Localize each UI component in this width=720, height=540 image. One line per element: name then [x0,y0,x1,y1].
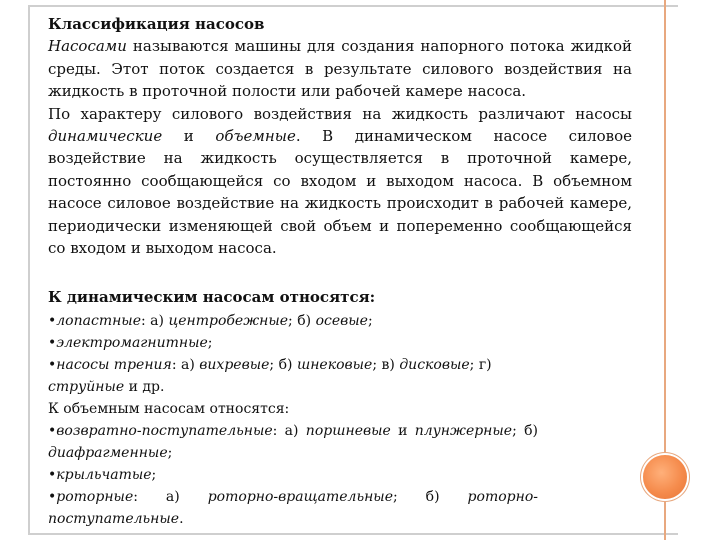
dynamic-heading: К динамическим насосам относятся: [48,288,376,306]
term-dynamic: динамические [48,127,163,146]
term-volumetric: объемные [215,127,296,146]
list-item-rotary: •роторные: а) роторно-вращательные; б) роторно-поступательные. [48,489,538,527]
list-item-bladed: •лопастные: а) центробежные; б) осевые; [48,313,373,329]
classification-paragraph: По характеру силового воздействия на жидкость различают насосы динамические и объемные. В динамическом насосе силовое воздействие на жидкость осуществляется в проточной камере, постоянно сообщающейся со входом и выходом насоса. В объемном насосе силовое воздействие на жидкость происходит в рабочей камере, периодически изменяющей свой объем и попеременно сообщающейся со входом и выходом насоса. [48,104,632,258]
bullet-icon: • [48,335,57,351]
list-item-reciprocating: •возвратно-поступательные: а) поршневые и плунжерные; б) диафрагменные; [48,423,539,461]
accent-circle [643,455,687,499]
bullet-icon: • [48,467,57,483]
intro-block [48,13,632,259]
list-item-vane: •крыльчатые; [48,467,157,483]
lists-block [48,285,538,530]
bullet-icon: • [48,423,57,439]
bullet-icon: • [48,357,57,373]
list-item-friction: •насосы трения: а) вихревые; б) шнековые; в) дисковые; г) струйные и др. [48,357,492,395]
definition-paragraph: Насосами называются машины для создания напорного потока жидкой среды. Этот поток создается в результате силового воздействия на жидкость в проточной полости или рабочей камере насоса. [48,37,632,101]
term-pumps: Насосами [48,37,127,56]
bullet-icon: • [48,489,57,505]
slide-title: Классификация насосов [48,15,265,33]
list-item-electromagnetic: •электромагнитные; [48,335,213,351]
bullet-icon: • [48,313,57,329]
volumetric-heading: К объемным насосам относятся: [48,401,290,417]
